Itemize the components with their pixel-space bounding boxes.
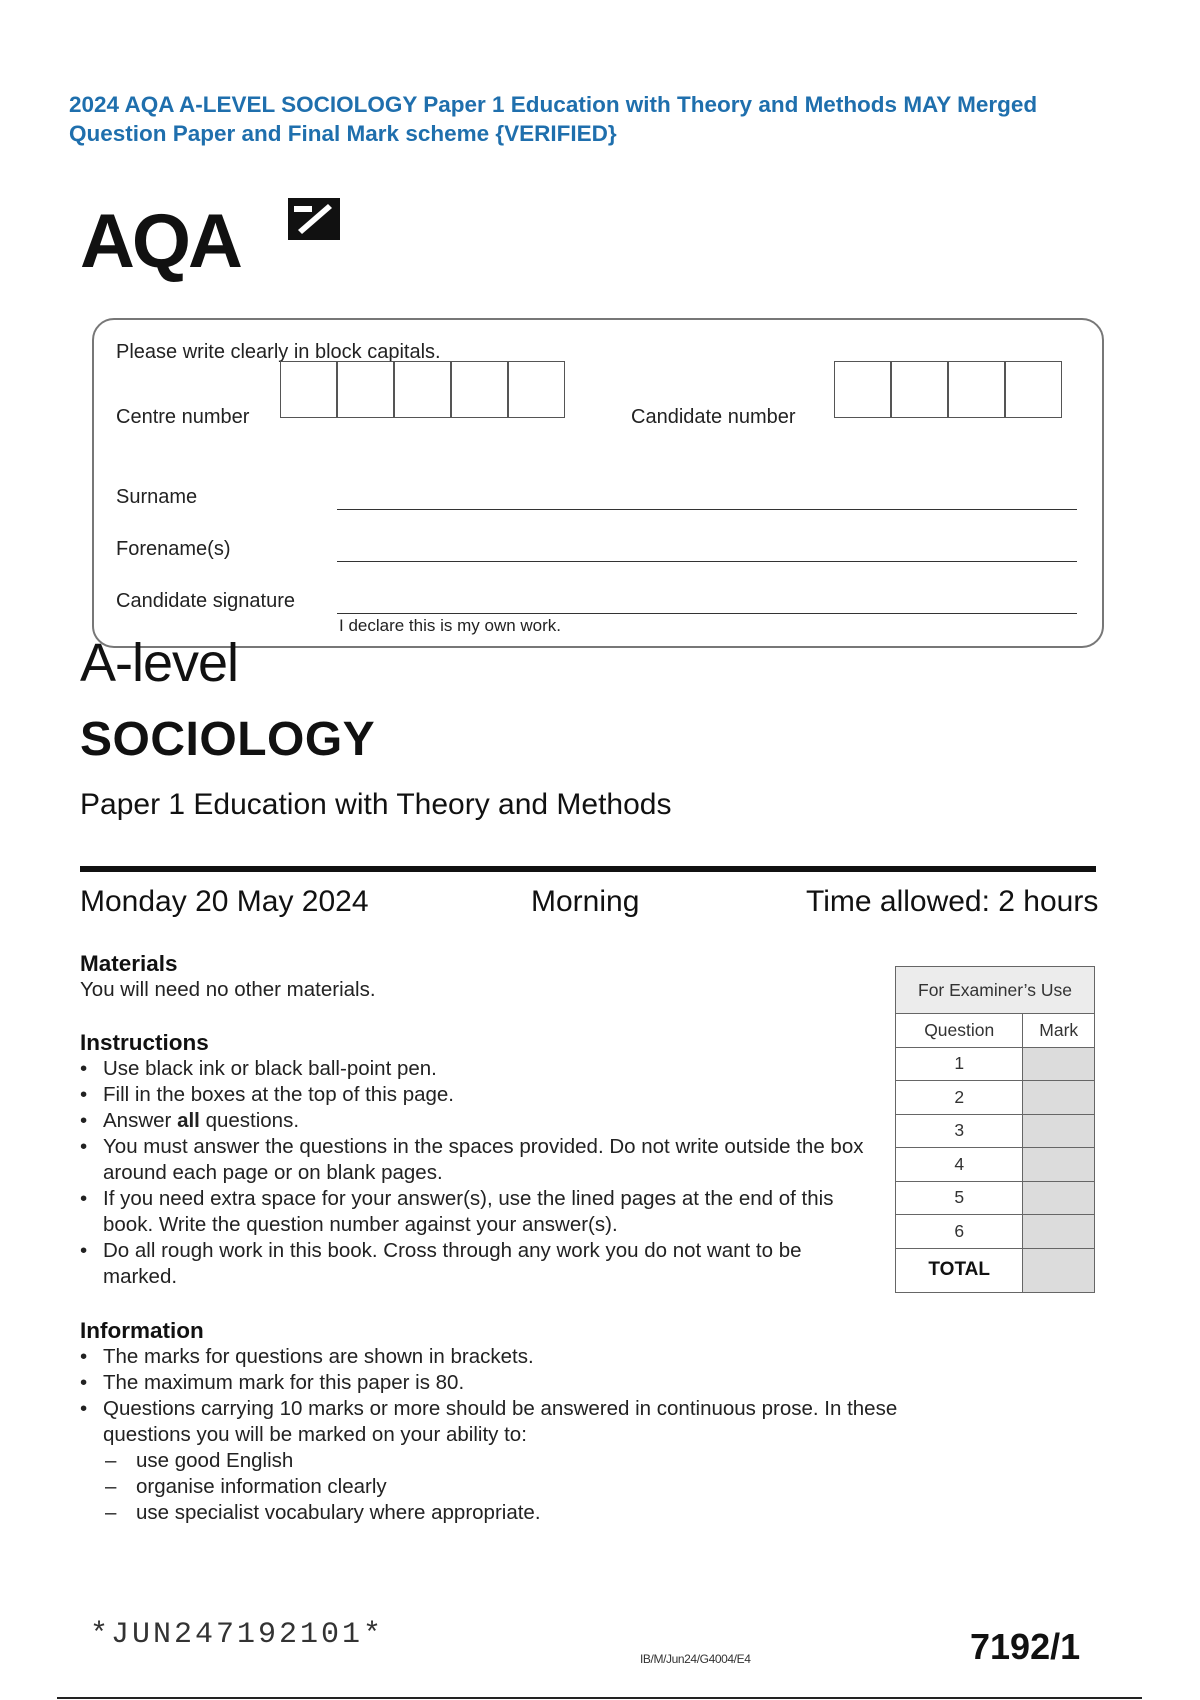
list-item: – organise information clearly <box>105 1475 387 1498</box>
information-heading: Information <box>80 1318 204 1343</box>
list-item: • The marks for questions are shown in brackets. <box>80 1345 534 1368</box>
mark-column-header: Mark <box>1023 1014 1095 1048</box>
table-row <box>896 1248 1095 1292</box>
materials-heading: Materials <box>80 951 178 976</box>
reference-code: IB/M/Jun24/G4004/E4 <box>640 1652 751 1666</box>
table-row <box>896 1047 1095 1081</box>
forenames-field[interactable] <box>337 561 1077 562</box>
aqa-logo-mark-icon <box>284 190 344 250</box>
table-row <box>896 1114 1095 1148</box>
centre-number-label: Centre number <box>116 406 250 428</box>
mark-cell[interactable] <box>1023 1148 1095 1182</box>
question-number: 2 <box>896 1081 1023 1115</box>
question-number: 6 <box>896 1215 1023 1249</box>
candidate-number-digit-box[interactable] <box>891 361 948 418</box>
candidate-details-box <box>92 318 1104 648</box>
examiner-use-table <box>895 966 1095 1293</box>
mark-cell[interactable] <box>1023 1181 1095 1215</box>
header-rule <box>80 866 1096 872</box>
list-item: • Questions carrying 10 marks or more should be answered in continuous prose. In these questions you will be marked on your ability to: <box>80 1397 898 1446</box>
question-number: 5 <box>896 1181 1023 1215</box>
information-list <box>80 1344 900 1448</box>
question-number: 1 <box>896 1047 1023 1081</box>
table-row <box>896 1081 1095 1115</box>
list-item: • Fill in the boxes at the top of this page. <box>80 1083 454 1106</box>
list-item: • Do all rough work in this book. Cross through any work you do not want to be marked. <box>80 1239 802 1288</box>
mark-cell[interactable] <box>1023 1047 1095 1081</box>
question-column-header: Question <box>896 1014 1023 1048</box>
declaration-text: I declare this is my own work. <box>339 616 562 635</box>
list-item: – use good English <box>105 1449 294 1472</box>
aqa-logo <box>80 190 360 290</box>
candidate-number-digit-box[interactable] <box>948 361 1005 418</box>
time-allowed: Time allowed: 2 hours <box>806 885 1099 918</box>
surname-label: Surname <box>116 486 198 508</box>
candidate-number-digit-box[interactable] <box>1005 361 1062 418</box>
materials-text: You will need no other materials. <box>80 978 376 1001</box>
centre-number-digit-box[interactable] <box>451 361 508 418</box>
candidate-signature-field[interactable] <box>337 613 1077 614</box>
question-number: 4 <box>896 1148 1023 1182</box>
candidate-number-digit-box[interactable] <box>834 361 891 418</box>
subject-title: SOCIOLOGY <box>80 713 376 766</box>
table-row <box>896 1181 1095 1215</box>
mark-cell[interactable] <box>1023 1114 1095 1148</box>
centre-number-digit-box[interactable] <box>394 361 451 418</box>
materials-section <box>80 951 880 1003</box>
logo-text: AQA <box>80 199 240 284</box>
mark-cell[interactable] <box>1023 1081 1095 1115</box>
list-item: • You must answer the questions in the spaces provided. Do not write outside the box around each page or on blank pages. <box>80 1135 864 1184</box>
forenames-label: Forename(s) <box>116 538 231 560</box>
exam-date: Monday 20 May 2024 <box>80 885 369 918</box>
table-row <box>896 1148 1095 1182</box>
total-mark-cell[interactable] <box>1023 1248 1095 1292</box>
candidate-signature-label: Candidate signature <box>116 590 296 612</box>
information-sub-list <box>80 1448 900 1526</box>
centre-number-digit-box[interactable] <box>508 361 565 418</box>
centre-number-digit-box[interactable] <box>337 361 394 418</box>
list-item: • Answer all questions. <box>80 1109 300 1132</box>
total-label: TOTAL <box>896 1248 1023 1292</box>
list-item: • If you need extra space for your answer(s), use the lined pages at the end of this book. Write the question number against your answer(s). <box>80 1187 834 1236</box>
barcode-text: *JUN247192101* <box>90 1618 385 1652</box>
question-number: 3 <box>896 1114 1023 1148</box>
centre-number-digit-box[interactable] <box>280 361 337 418</box>
mark-cell[interactable] <box>1023 1215 1095 1249</box>
table-row <box>896 1215 1095 1249</box>
list-item: • The maximum mark for this paper is 80. <box>80 1371 465 1394</box>
list-item: • Use black ink or black ball-point pen. <box>80 1057 437 1080</box>
information-section <box>80 1318 900 1526</box>
surname-field[interactable] <box>337 509 1077 510</box>
instructions-section <box>80 1030 880 1290</box>
footer-rule <box>57 1697 1142 1699</box>
list-item: – use specialist vocabulary where appropriate. <box>105 1501 541 1524</box>
document-banner-title: 2024 AQA A-LEVEL SOCIOLOGY Paper 1 Education with Theory and Methods MAY Merged Question Paper and Final Mark scheme {VERIFIED} <box>69 92 1038 146</box>
candidate-number-label: Candidate number <box>631 406 796 428</box>
examiner-table-title: For Examiner’s Use <box>896 967 1095 1014</box>
instructions-heading: Instructions <box>80 1030 209 1055</box>
paper-code: 7192/1 <box>970 1626 1081 1667</box>
instructions-list <box>80 1056 880 1290</box>
block-capitals-instruction: Please write clearly in block capitals. <box>116 341 441 363</box>
paper-title: Paper 1 Education with Theory and Methods <box>80 788 672 821</box>
exam-session: Morning <box>531 885 640 918</box>
qualification-level: A-level <box>80 633 239 693</box>
